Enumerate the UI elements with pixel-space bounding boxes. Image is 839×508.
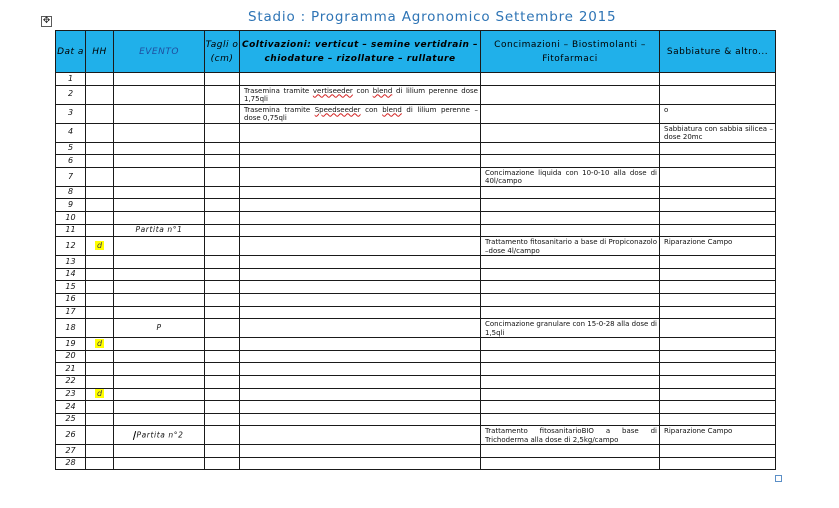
evento-cell[interactable]	[114, 350, 205, 363]
day-cell: 16	[56, 293, 86, 306]
evento-cell[interactable]	[114, 293, 205, 306]
taglio-cell[interactable]	[205, 73, 240, 86]
day-cell: 15	[56, 281, 86, 294]
sabbiature-cell[interactable]	[660, 293, 776, 306]
spellcheck-underline: blend	[382, 105, 402, 114]
spellcheck-underline: vertiseeder	[312, 86, 353, 95]
concimazioni-cell[interactable]	[481, 401, 660, 414]
coltivazioni-cell[interactable]	[240, 375, 481, 388]
sabbiature-cell[interactable]	[660, 457, 776, 470]
day-cell: 21	[56, 363, 86, 376]
evento-cell[interactable]	[114, 413, 205, 426]
hh-cell[interactable]	[86, 186, 114, 199]
concimazioni-cell[interactable]	[481, 375, 660, 388]
hh-cell[interactable]	[86, 155, 114, 168]
hh-cell[interactable]	[86, 142, 114, 155]
header-evento: EVENTO	[114, 31, 205, 73]
evento-cell[interactable]	[114, 73, 205, 86]
table-row	[56, 85, 776, 104]
sabbiature-cell[interactable]	[660, 375, 776, 388]
concimazioni-cell[interactable]	[481, 123, 660, 142]
sabbiature-cell[interactable]	[660, 224, 776, 237]
hh-cell[interactable]	[86, 350, 114, 363]
sabbiature-cell[interactable]	[660, 338, 776, 351]
taglio-cell[interactable]	[205, 363, 240, 376]
taglio-cell[interactable]	[205, 85, 240, 104]
header-taglio: Tagli o (cm)	[205, 31, 240, 73]
taglio-cell[interactable]	[205, 256, 240, 269]
taglio-cell[interactable]	[205, 388, 240, 401]
day-cell: 22	[56, 375, 86, 388]
taglio-cell[interactable]	[205, 338, 240, 351]
evento-cell[interactable]	[114, 199, 205, 212]
coltivazioni-cell[interactable]	[240, 363, 481, 376]
hh-cell[interactable]	[86, 123, 114, 142]
coltivazioni-cell[interactable]	[240, 306, 481, 319]
evento-cell[interactable]	[114, 401, 205, 414]
evento-cell[interactable]	[114, 281, 205, 294]
evento-cell[interactable]	[114, 155, 205, 168]
evento-text: P	[156, 322, 162, 332]
day-cell: 1	[56, 73, 86, 86]
taglio-cell[interactable]	[205, 211, 240, 224]
coltivazioni-cell[interactable]: Trasemina tramite Speedseeder con blend di lilium perenne – dose 0,75qli	[240, 104, 481, 123]
sabbiature-cell[interactable]	[660, 85, 776, 104]
concimazioni-cell[interactable]: Trattamento fitosanitarioBIO a base di Trichoderma alla dose di 2,5kg/campo	[481, 426, 660, 445]
taglio-cell[interactable]	[205, 293, 240, 306]
concimazioni-cell[interactable]	[481, 104, 660, 123]
day-cell: 7	[56, 167, 86, 186]
day-cell: 8	[56, 186, 86, 199]
table-row	[56, 319, 776, 338]
taglio-cell[interactable]	[205, 350, 240, 363]
concimazioni-cell[interactable]	[481, 155, 660, 168]
coltivazioni-cell[interactable]	[240, 457, 481, 470]
sabbiature-cell[interactable]: Riparazione Campo	[660, 426, 776, 445]
header-row	[56, 31, 776, 73]
hh-highlight: d	[96, 240, 103, 250]
concimazioni-cell[interactable]	[481, 445, 660, 458]
resize-handle-icon[interactable]	[775, 475, 782, 482]
document-title: Stadio : Programma Agronomico Settembre 2015	[248, 9, 617, 25]
evento-cell[interactable]	[114, 211, 205, 224]
coltivazioni-cell[interactable]	[240, 237, 481, 256]
coltivazioni-cell[interactable]	[240, 73, 481, 86]
header-coltivazioni: Coltivazioni: verticut – semine vertidrain – chiodature – rizollature – rullature	[240, 31, 481, 73]
concimazioni-cell[interactable]	[481, 457, 660, 470]
taglio-cell[interactable]	[205, 186, 240, 199]
sabbiature-cell[interactable]	[660, 167, 776, 186]
concimazioni-cell[interactable]	[481, 268, 660, 281]
hh-cell[interactable]	[86, 426, 114, 445]
coltivazioni-cell[interactable]	[240, 281, 481, 294]
hh-cell[interactable]	[86, 401, 114, 414]
coltivazioni-cell[interactable]	[240, 426, 481, 445]
coltivazioni-cell[interactable]	[240, 167, 481, 186]
day-cell: 17	[56, 306, 86, 319]
concimazioni-cell[interactable]	[481, 73, 660, 86]
hh-cell[interactable]	[86, 319, 114, 338]
concimazioni-cell[interactable]	[481, 338, 660, 351]
taglio-cell[interactable]	[205, 401, 240, 414]
table-row	[56, 142, 776, 155]
evento-cell[interactable]	[114, 338, 205, 351]
hh-highlight: d	[96, 338, 103, 348]
hh-cell[interactable]	[86, 104, 114, 123]
evento-cell[interactable]	[114, 319, 205, 338]
table-row	[56, 281, 776, 294]
day-cell: 23	[56, 388, 86, 401]
day-cell: 27	[56, 445, 86, 458]
day-cell: 3	[56, 104, 86, 123]
concimazioni-cell[interactable]: Trattamento fitosanitario a base di Propiconazolo –dose 4l/campo	[481, 237, 660, 256]
coltivazioni-cell[interactable]	[240, 142, 481, 155]
hh-cell[interactable]	[86, 306, 114, 319]
table-row	[56, 237, 776, 256]
hh-cell[interactable]	[86, 237, 114, 256]
coltivazioni-cell[interactable]	[240, 199, 481, 212]
evento-cell[interactable]	[114, 363, 205, 376]
taglio-cell[interactable]	[205, 268, 240, 281]
coltivazioni-cell[interactable]	[240, 319, 481, 338]
sabbiature-cell[interactable]	[660, 142, 776, 155]
day-cell: 6	[56, 155, 86, 168]
hh-cell[interactable]	[86, 256, 114, 269]
hh-cell[interactable]	[86, 363, 114, 376]
coltivazioni-cell[interactable]	[240, 224, 481, 237]
header-concimazioni: Concimazioni – Biostimolanti – Fitofarmaci	[481, 31, 660, 73]
evento-cell[interactable]	[114, 167, 205, 186]
taglio-cell[interactable]	[205, 281, 240, 294]
taglio-cell[interactable]	[205, 375, 240, 388]
concimazioni-cell[interactable]: Concimazione liquida con 10-0-10 alla dose di 40l/campo	[481, 167, 660, 186]
schedule-table	[55, 30, 776, 470]
day-cell: 9	[56, 199, 86, 212]
taglio-cell[interactable]	[205, 155, 240, 168]
table-row	[56, 338, 776, 351]
table-row	[56, 426, 776, 445]
day-cell: 20	[56, 350, 86, 363]
evento-cell[interactable]	[114, 104, 205, 123]
hh-cell[interactable]	[86, 457, 114, 470]
coltivazioni-cell[interactable]	[240, 256, 481, 269]
sabbiature-cell[interactable]	[660, 73, 776, 86]
day-cell: 13	[56, 256, 86, 269]
concimazioni-cell[interactable]	[481, 281, 660, 294]
sabbiature-cell[interactable]	[660, 413, 776, 426]
table-row	[56, 199, 776, 212]
day-cell: 5	[56, 142, 86, 155]
spellcheck-underline: blend	[372, 86, 393, 95]
sabbiature-cell[interactable]	[660, 363, 776, 376]
day-cell: 28	[56, 457, 86, 470]
table-row	[56, 104, 776, 123]
table-row	[56, 293, 776, 306]
hh-cell[interactable]	[86, 167, 114, 186]
table-row	[56, 211, 776, 224]
taglio-cell[interactable]	[205, 306, 240, 319]
taglio-cell[interactable]	[205, 224, 240, 237]
sabbiature-cell[interactable]	[660, 199, 776, 212]
table-row	[56, 123, 776, 142]
taglio-cell[interactable]	[205, 445, 240, 458]
hh-cell[interactable]	[86, 85, 114, 104]
hh-cell[interactable]	[86, 281, 114, 294]
evento-cell[interactable]	[114, 256, 205, 269]
sabbiature-cell[interactable]	[660, 388, 776, 401]
concimazioni-cell[interactable]	[481, 211, 660, 224]
taglio-cell[interactable]	[205, 413, 240, 426]
header-sabbiature: Sabbiature & altro...	[660, 31, 776, 73]
hh-cell[interactable]	[86, 338, 114, 351]
header-data: Dat a	[56, 31, 86, 73]
hh-cell[interactable]	[86, 211, 114, 224]
spellcheck-underline: Speedseeder	[314, 105, 361, 114]
sabbiature-cell[interactable]: o	[660, 104, 776, 123]
hh-cell[interactable]	[86, 388, 114, 401]
hh-highlight: d	[96, 389, 103, 399]
evento-cell[interactable]	[114, 142, 205, 155]
evento-text: Partita n°2	[136, 430, 184, 440]
day-cell: 4	[56, 123, 86, 142]
evento-cell[interactable]	[114, 388, 205, 401]
coltivazioni-cell[interactable]	[240, 338, 481, 351]
hh-cell[interactable]	[86, 224, 114, 237]
concimazioni-cell[interactable]: Concimazione granulare con 15-0-28 alla dose di 1,5qli	[481, 319, 660, 338]
day-cell: 11	[56, 224, 86, 237]
concimazioni-cell[interactable]	[481, 363, 660, 376]
taglio-cell[interactable]	[205, 237, 240, 256]
sabbiature-cell[interactable]	[660, 445, 776, 458]
table-row	[56, 224, 776, 237]
hh-cell[interactable]	[86, 445, 114, 458]
evento-text: Partita n°1	[135, 225, 183, 235]
taglio-cell[interactable]	[205, 199, 240, 212]
evento-cell[interactable]	[114, 224, 205, 237]
concimazioni-cell[interactable]	[481, 293, 660, 306]
sabbiature-cell[interactable]	[660, 211, 776, 224]
taglio-cell[interactable]	[205, 319, 240, 338]
coltivazioni-cell[interactable]	[240, 401, 481, 414]
day-cell: 19	[56, 338, 86, 351]
sabbiature-cell[interactable]	[660, 256, 776, 269]
coltivazioni-cell[interactable]	[240, 293, 481, 306]
table-row	[56, 167, 776, 186]
sabbiature-cell[interactable]: Riparazione Campo	[660, 237, 776, 256]
evento-cell[interactable]	[114, 237, 205, 256]
day-cell: 25	[56, 413, 86, 426]
concimazioni-cell[interactable]	[481, 186, 660, 199]
coltivazioni-cell[interactable]	[240, 268, 481, 281]
sabbiature-cell[interactable]	[660, 401, 776, 414]
hh-cell[interactable]	[86, 413, 114, 426]
sabbiature-cell[interactable]	[660, 319, 776, 338]
coltivazioni-cell[interactable]	[240, 445, 481, 458]
move-arrows-icon[interactable]: ✥	[42, 16, 51, 26]
day-cell: 12	[56, 237, 86, 256]
day-cell: 14	[56, 268, 86, 281]
table-row	[56, 388, 776, 401]
sabbiature-cell[interactable]	[660, 350, 776, 363]
concimazioni-cell[interactable]	[481, 350, 660, 363]
evento-cell[interactable]	[114, 426, 205, 445]
sabbiature-cell[interactable]	[660, 306, 776, 319]
taglio-cell[interactable]	[205, 142, 240, 155]
table-row	[56, 350, 776, 363]
day-cell: 10	[56, 211, 86, 224]
coltivazioni-cell[interactable]	[240, 388, 481, 401]
evento-cell[interactable]	[114, 375, 205, 388]
coltivazioni-cell[interactable]	[240, 211, 481, 224]
day-cell: 26	[56, 426, 86, 445]
concimazioni-cell[interactable]	[481, 85, 660, 104]
taglio-cell[interactable]	[205, 104, 240, 123]
sabbiature-cell[interactable]	[660, 186, 776, 199]
hh-cell[interactable]	[86, 293, 114, 306]
day-cell: 24	[56, 401, 86, 414]
concimazioni-cell[interactable]	[481, 199, 660, 212]
evento-cell[interactable]	[114, 445, 205, 458]
day-cell: 18	[56, 319, 86, 338]
sabbiature-cell[interactable]	[660, 155, 776, 168]
table-row	[56, 457, 776, 470]
concimazioni-cell[interactable]	[481, 413, 660, 426]
day-cell: 2	[56, 85, 86, 104]
hh-cell[interactable]	[86, 268, 114, 281]
table-row	[56, 363, 776, 376]
table-row	[56, 413, 776, 426]
concimazioni-cell[interactable]	[481, 306, 660, 319]
coltivazioni-cell[interactable]	[240, 186, 481, 199]
sabbiature-cell[interactable]	[660, 281, 776, 294]
evento-cell[interactable]	[114, 268, 205, 281]
concimazioni-cell[interactable]	[481, 388, 660, 401]
concimazioni-cell[interactable]	[481, 256, 660, 269]
hh-cell[interactable]	[86, 375, 114, 388]
coltivazioni-cell[interactable]	[240, 155, 481, 168]
coltivazioni-cell[interactable]	[240, 413, 481, 426]
taglio-cell[interactable]	[205, 167, 240, 186]
sabbiature-cell[interactable]: Sabbiatura con sabbia silicea –dose 20mc	[660, 123, 776, 142]
evento-cell[interactable]	[114, 457, 205, 470]
evento-cell[interactable]	[114, 123, 205, 142]
concimazioni-cell[interactable]	[481, 142, 660, 155]
evento-cell[interactable]	[114, 85, 205, 104]
concimazioni-cell[interactable]	[481, 224, 660, 237]
taglio-cell[interactable]	[205, 457, 240, 470]
table-row	[56, 375, 776, 388]
table-row	[56, 401, 776, 414]
schedule-body	[56, 73, 776, 470]
hh-cell[interactable]	[86, 73, 114, 86]
sabbiature-cell[interactable]	[660, 268, 776, 281]
evento-cell[interactable]	[114, 306, 205, 319]
taglio-cell[interactable]	[205, 123, 240, 142]
coltivazioni-cell[interactable]: Trasemina tramite vertiseeder con blend di lilium perenne dose 1,75qli	[240, 85, 481, 104]
evento-cell[interactable]	[114, 186, 205, 199]
table-row	[56, 268, 776, 281]
coltivazioni-cell[interactable]	[240, 123, 481, 142]
hh-cell[interactable]	[86, 199, 114, 212]
header-hh: HH	[86, 31, 114, 73]
table-row	[56, 186, 776, 199]
table-row	[56, 306, 776, 319]
table-row	[56, 445, 776, 458]
table-row	[56, 256, 776, 269]
table-row	[56, 155, 776, 168]
taglio-cell[interactable]	[205, 426, 240, 445]
coltivazioni-cell[interactable]	[240, 350, 481, 363]
table-row	[56, 73, 776, 86]
